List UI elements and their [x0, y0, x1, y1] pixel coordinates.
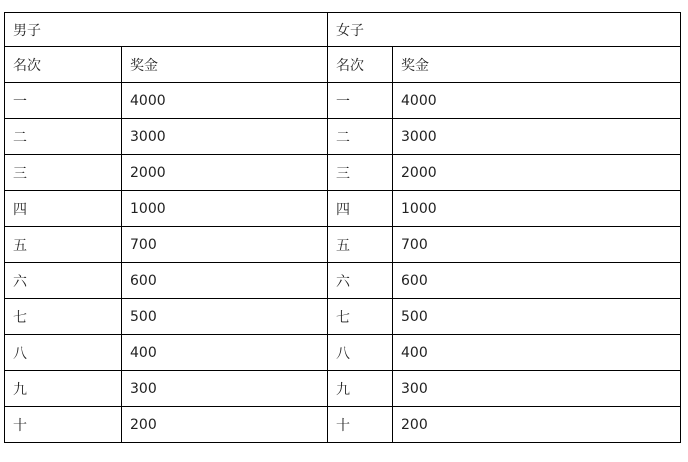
men-rank-header: 名次: [5, 47, 122, 83]
women-rank-cell: 七: [328, 299, 393, 335]
group-header-row: [5, 13, 681, 47]
men-rank-cell: 三: [5, 155, 122, 191]
men-rank-cell: 七: [5, 299, 122, 335]
table-row: [5, 263, 681, 299]
women-prize-cell: 1000: [393, 191, 681, 227]
men-prize-cell: 200: [122, 407, 328, 443]
men-rank-cell: 四: [5, 191, 122, 227]
women-prize-cell: 400: [393, 335, 681, 371]
men-group-header: 男子: [5, 13, 328, 47]
table-row: [5, 83, 681, 119]
table-row: [5, 155, 681, 191]
women-prize-cell: 3000: [393, 119, 681, 155]
women-group-header: 女子: [328, 13, 681, 47]
men-prize-cell: 4000: [122, 83, 328, 119]
table-row: [5, 335, 681, 371]
women-rank-cell: 一: [328, 83, 393, 119]
women-prize-cell: 4000: [393, 83, 681, 119]
men-prize-cell: 500: [122, 299, 328, 335]
women-prize-cell: 500: [393, 299, 681, 335]
men-prize-header: 奖金: [122, 47, 328, 83]
women-rank-cell: 五: [328, 227, 393, 263]
women-prize-header: 奖金: [393, 47, 681, 83]
women-prize-cell: 200: [393, 407, 681, 443]
table-row: [5, 299, 681, 335]
women-rank-cell: 四: [328, 191, 393, 227]
women-rank-header: 名次: [328, 47, 393, 83]
men-rank-cell: 二: [5, 119, 122, 155]
table-row: [5, 371, 681, 407]
women-rank-cell: 三: [328, 155, 393, 191]
table-row: [5, 227, 681, 263]
women-prize-cell: 300: [393, 371, 681, 407]
men-rank-cell: 九: [5, 371, 122, 407]
men-rank-cell: 六: [5, 263, 122, 299]
women-rank-cell: 六: [328, 263, 393, 299]
column-header-row: [5, 47, 681, 83]
women-prize-cell: 600: [393, 263, 681, 299]
women-rank-cell: 八: [328, 335, 393, 371]
table-row: [5, 407, 681, 443]
men-rank-cell: 十: [5, 407, 122, 443]
women-rank-cell: 九: [328, 371, 393, 407]
men-prize-cell: 3000: [122, 119, 328, 155]
prize-table: [4, 12, 681, 443]
men-prize-cell: 700: [122, 227, 328, 263]
men-rank-cell: 五: [5, 227, 122, 263]
men-prize-cell: 400: [122, 335, 328, 371]
table-row: [5, 119, 681, 155]
men-rank-cell: 一: [5, 83, 122, 119]
men-prize-cell: 1000: [122, 191, 328, 227]
women-prize-cell: 2000: [393, 155, 681, 191]
women-rank-cell: 十: [328, 407, 393, 443]
table-row: [5, 191, 681, 227]
women-prize-cell: 700: [393, 227, 681, 263]
women-rank-cell: 二: [328, 119, 393, 155]
men-prize-cell: 300: [122, 371, 328, 407]
men-prize-cell: 2000: [122, 155, 328, 191]
men-prize-cell: 600: [122, 263, 328, 299]
men-rank-cell: 八: [5, 335, 122, 371]
